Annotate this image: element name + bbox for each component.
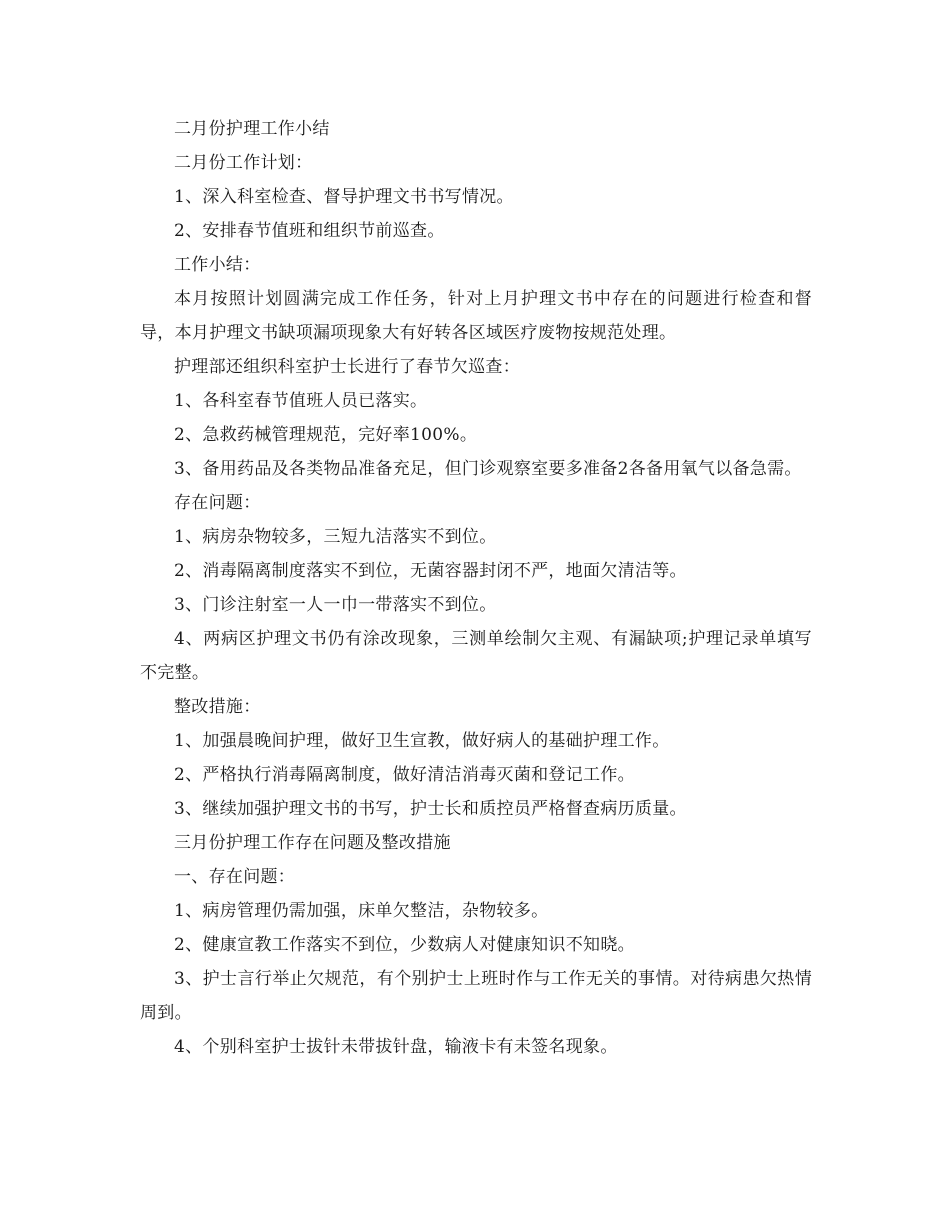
paragraph-march-item-1: 1、病房管理仍需加强，床单欠整洁，杂物较多。 — [174, 901, 549, 921]
paragraph-march-problems-heading: 一、存在问题： — [174, 867, 296, 887]
paragraph-summary-body: 本月按照计划圆满完成工作任务，针对上月护理文书中存在的问题进行检查和督导，本月护理文书缺项漏项现象大有好转各区域医疗废物按规范处理。 — [140, 289, 812, 343]
paragraph-march-item-4: 4、个别科室护士拔针未带拔针盘，输液卡有未签名现象。 — [174, 1037, 618, 1057]
paragraph-measure-item-1: 1、加强晨晚间护理，做好卫生宣教，做好病人的基础护理工作。 — [174, 731, 670, 751]
paragraph-march-title: 三月份护理工作存在问题及整改措施 — [174, 833, 451, 853]
paragraph-problem-item-3: 3、门诊注射室一人一巾一带落实不到位。 — [174, 595, 497, 615]
paragraph-inspection-intro: 护理部还组织科室护士长进行了春节欠巡查： — [174, 357, 520, 377]
paragraph-problem-item-1: 1、病房杂物较多，三短九洁落实不到位。 — [174, 527, 497, 547]
paragraph-problem-item-4: 4、两病区护理文书仍有涂改现象，三测单绘制欠主观、有漏缺项;护理记录单填写不完整。 — [140, 629, 812, 683]
paragraph-measures-heading: 整改措施： — [174, 697, 261, 717]
paragraph-inspection-item-1: 1、各科室春节值班人员已落实。 — [174, 391, 428, 411]
paragraph-problems-heading: 存在问题： — [174, 493, 261, 513]
paragraph-summary-heading: 工作小结： — [174, 255, 261, 275]
paragraph-inspection-item-3: 3、备用药品及各类物品准备充足，但门诊观察室要多准备2各备用氧气以备急需。 — [174, 459, 802, 479]
paragraph-march-item-2: 2、健康宣教工作落实不到位，少数病人对健康知识不知晓。 — [174, 935, 635, 955]
paragraph-march-item-3: 3、护士言行举止欠规范，有个别护士上班时作与工作无关的事情。对待病患欠热情周到。 — [140, 969, 812, 1023]
paragraph-measure-item-3: 3、继续加强护理文书的书写，护士长和质控员严格督查病历质量。 — [174, 799, 687, 819]
paragraph-plan-heading: 二月份工作计划： — [174, 153, 313, 173]
paragraph-measure-item-2: 2、严格执行消毒隔离制度，做好清洁消毒灭菌和登记工作。 — [174, 765, 635, 785]
paragraph-problem-item-2: 2、消毒隔离制度落实不到位，无菌容器封闭不严，地面欠清洁等。 — [174, 561, 687, 581]
document-body — [140, 112, 812, 1064]
paragraph-inspection-item-2: 2、急救药械管理规范，完好率100%。 — [174, 425, 478, 445]
paragraph-title: 二月份护理工作小结 — [174, 119, 330, 139]
paragraph-plan-item-2: 2、安排春节值班和组织节前巡查。 — [174, 221, 445, 241]
paragraph-plan-item-1: 1、深入科室检查、督导护理文书书写情况。 — [174, 187, 514, 207]
